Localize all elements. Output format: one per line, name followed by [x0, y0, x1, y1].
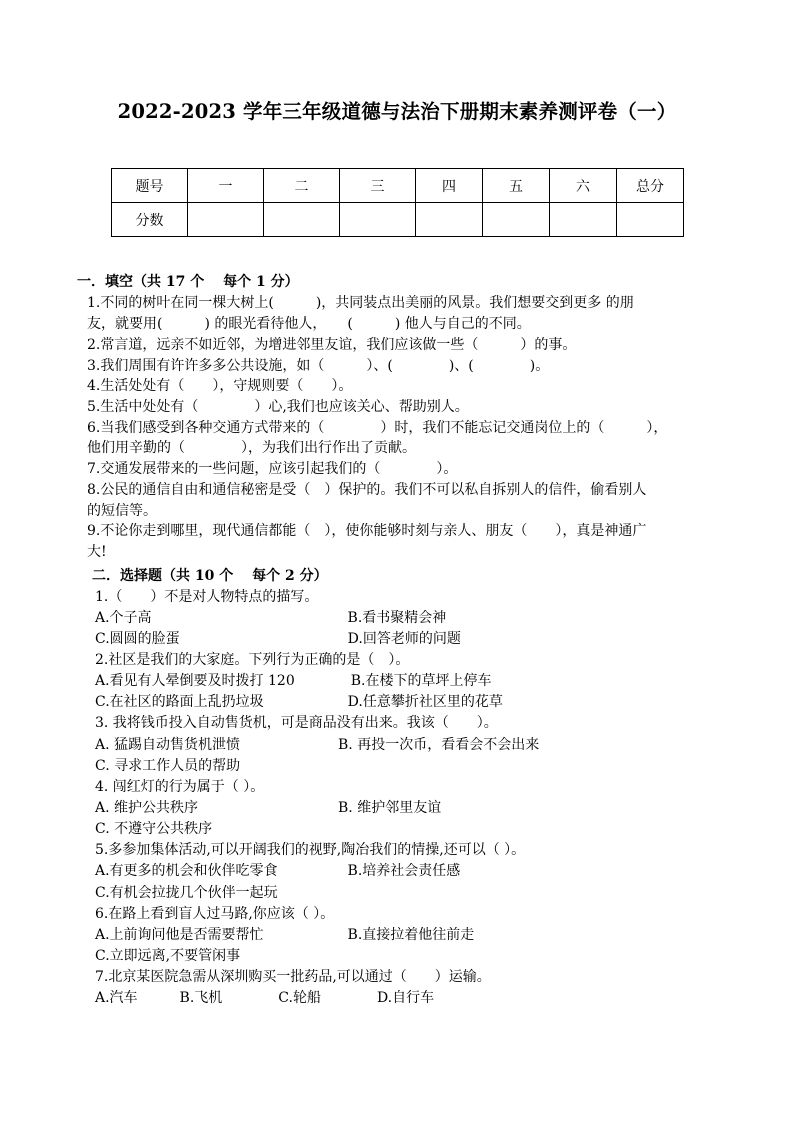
score-cell [264, 203, 340, 237]
score-table-header-cell: 五 [483, 169, 550, 203]
score-cell [416, 203, 483, 237]
score-row-label: 分数 [112, 203, 188, 237]
fill-blank-line: 2.常言道，远亲不如近邻，为增进邻里友谊，我们应该做一些（ ）的事。 [87, 337, 577, 353]
choice-question-line: 2.社区是我们的大家庭。下列行为正确的是（ ）。 [95, 652, 410, 668]
choice-option-line: A. 维护公共秩序 B. 维护邻里友谊 [95, 800, 442, 816]
page-title: 2022-2023 学年三年级道德与法治下册期末素养测评卷（一） [117, 100, 677, 123]
score-cell [550, 203, 617, 237]
choice-question-line: 7.北京某医院急需从深圳购买一批药品,可以通过（ ）运输。 [95, 969, 491, 985]
choice-option-line: A.个子高 B.看书聚精会神 [95, 610, 447, 626]
choice-option-line: C.圆圆的脸蛋 D.回答老师的问题 [95, 631, 461, 647]
choice-option-line: C.有机会拉拢几个伙伴一起玩 [95, 885, 278, 901]
choice-option-line: C. 不遵守公共秩序 [95, 821, 213, 837]
fill-blank-line: 的短信等。 [87, 503, 157, 519]
choice-option-line: A.有更多的机会和伙伴吃零食 B.培养社会责任感 [95, 863, 461, 879]
choice-option-line: A. 猛踢自动售货机泄愤 B. 再投一次币，看看会不会出来 [95, 737, 540, 753]
choice-question-line: 5.多参加集体活动,可以开阔我们的视野,陶冶我们的情操,还可以（ ）。 [95, 842, 526, 858]
fill-blank-line: 7.交通发展带来的一些问题，应该引起我们的（ ）。 [87, 461, 458, 477]
score-table-score-row [112, 203, 684, 237]
score-table-header-row [112, 169, 684, 203]
score-table [111, 168, 684, 237]
fill-blank-line: 友，就要用( ) 的眼光看待他人， ( ) 他人与自己的不同。 [87, 316, 531, 332]
score-cell [340, 203, 416, 237]
section-2-heading: 二．选择题（共 10 个 每个 2 分） [92, 568, 328, 584]
fill-blank-line: 1.不同的树叶在同一棵大树上( )，共同装点出美丽的风景。我们想要交到更多 的朋 [87, 295, 634, 311]
fill-blank-line: 他们用辛勤的（ ），为我们出行作出了贡献。 [87, 440, 416, 456]
fill-blank-line: 5.生活中处处有（ ）心,我们也应该关心、帮助别人。 [87, 399, 469, 415]
fill-blank-line: 4.生活处处有（ ），守规则要（ ）。 [87, 378, 353, 394]
fill-blank-line: 3.我们周围有许许多多公共设施，如（ ）、( )、( )。 [87, 358, 550, 374]
score-table-header-cell: 四 [416, 169, 483, 203]
choice-option-line: C.立即远离,不要管闲事 [95, 948, 241, 964]
choice-option-line: A.上前询问他是否需要帮忙 B.直接拉着他往前走 [95, 927, 475, 943]
score-cell [483, 203, 550, 237]
score-cell [188, 203, 264, 237]
choice-question-line: 6.在路上看到盲人过马路,你应该（ ）。 [95, 906, 335, 922]
choice-option-line: C. 寻求工作人员的帮助 [95, 758, 241, 774]
section-1-heading: 一．填空（共 17 个 每个 1 分） [77, 274, 299, 290]
fill-blank-line: 6.当我们感受到各种交通方式带来的（ ）时，我们不能忘记交通岗位上的（ ）， [87, 420, 668, 436]
score-table-header-cell: 六 [550, 169, 617, 203]
choice-question-line: 1.（ ）不是对人物特点的描写。 [95, 589, 319, 605]
score-cell [617, 203, 684, 237]
choice-option-line: A.看见有人晕倒要及时拨打 120 B.在楼下的草坪上停车 [95, 673, 492, 689]
fill-blank-line: 8.公民的通信自由和通信秘密是受（ ）保护的。我们不可以私自拆别人的信件，偷看别人 [87, 482, 647, 498]
fill-blank-line: 大! [87, 544, 107, 560]
fill-blank-line: 9.不论你走到哪里，现代通信都能（ ），使你能够时刻与亲人、朋友（ ），真是神通广 [87, 523, 647, 539]
choice-option-line: C.在社区的路面上乱扔垃圾 D.任意攀折社区里的花草 [95, 694, 503, 710]
score-table-header-cell: 一 [188, 169, 264, 203]
score-table-header-cell: 二 [264, 169, 340, 203]
score-table-header-cell: 题号 [112, 169, 188, 203]
score-table-header-cell: 三 [340, 169, 416, 203]
choice-question-line: 4. 闯红灯的行为属于（ ）。 [95, 779, 265, 795]
choice-question-line: 3. 我将钱币投入自动售货机，可是商品没有出来。我该（ ）。 [95, 715, 498, 731]
score-table-header-cell: 总分 [617, 169, 684, 203]
choice-option-line: A.汽车 B.飞机 C.轮船 D.自行车 [95, 990, 435, 1006]
